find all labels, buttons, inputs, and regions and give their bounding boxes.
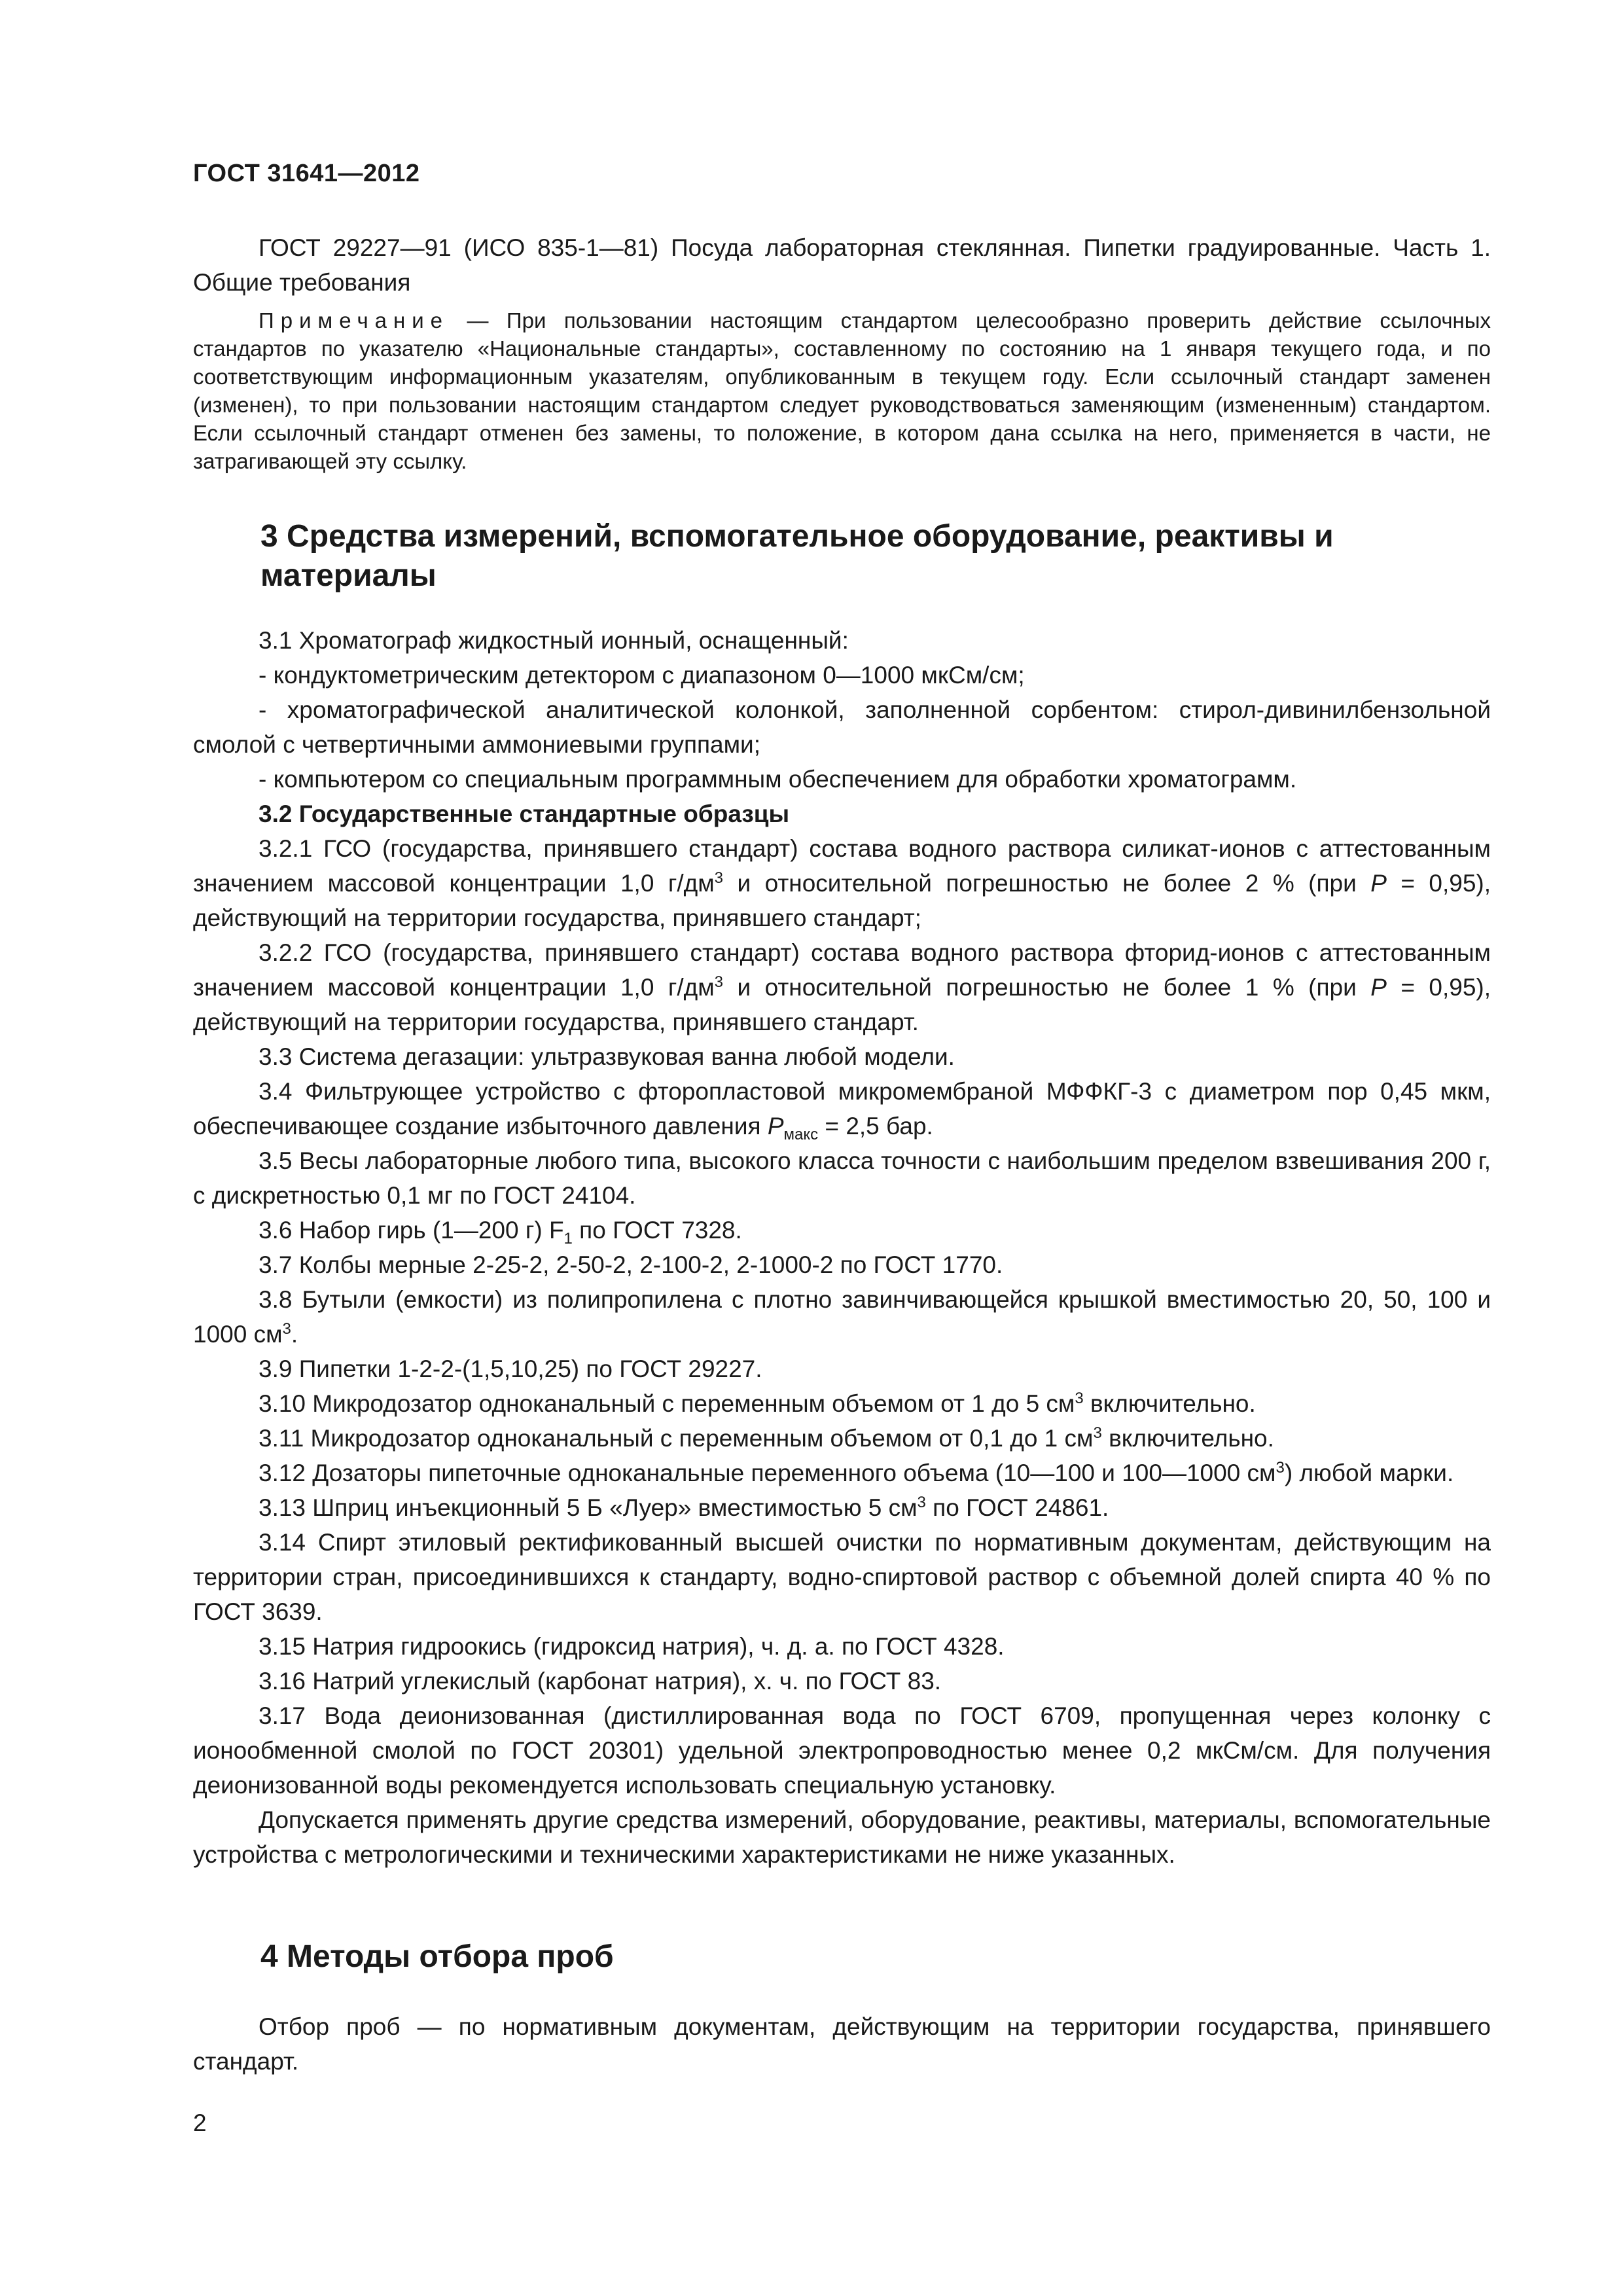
para-3-13: 3.13 Шприц инъекционный 5 Б «Луер» вместимостью 5 $см^3$ по ГОСТ 24861. — [259, 1494, 1109, 1521]
para-3-1-c: - компьютером со специальным программным обеспечением для обработки хроматограмм. — [259, 766, 1297, 793]
para-3-2-2: 3.2.2 ГСО (государства, принявшего стандарт) состава водного раствора фторид-ионов с аттестованным значением массовой концентрации 1,0 $г/дм^3$ и относительной погрешностью не более 1 % (при P = 0,95), действующий на территории государства, принявшего стандарт. — [193, 939, 1491, 1035]
para-3-10: 3.10 Микродозатор одноканальный с переменным объемом от 1 до 5 $см^3$ включительно. — [259, 1390, 1256, 1417]
page-number: 2 — [193, 2109, 207, 2136]
para-3-1: 3.1 Хроматограф жидкостный ионный, оснащенный: — [259, 627, 849, 654]
para-3-9: 3.9 Пипетки 1-2-2-(1,5,10,25) по ГОСТ 29227. — [259, 1355, 762, 1382]
para-allowed: Допускается применять другие средства измерений, оборудование, реактивы, материалы, вспомогательные устройства с метрологическими и техническими характеристиками не ниже указанных. — [193, 1806, 1491, 1868]
para-3-1-b: - хроматографической аналитической колонкой, заполненной сорбентом: стирол-дивинилбензольной смолой с четвертичными аммониевыми группами; — [193, 696, 1491, 758]
reference-gost-29227: ГОСТ 29227—91 (ИСО 835-1—81) Посуда лабораторная стеклянная. Пипетки градуированные. Часть 1. Общие требования — [193, 234, 1491, 296]
section-3-title: 3 Средства измерений, вспомогательное оборудование, реактивы и материалы — [260, 519, 1334, 593]
para-3-11: 3.11 Микродозатор одноканальный с переменным объемом от 0,1 до 1 $см^3$ включительно. — [259, 1424, 1274, 1452]
note-text: — При пользовании настоящим стандартом целесообразно проверить действие ссылочных стандартов по указателю «Национальные стандарты», составленному по состоянию на 1 января текущего года, и по соответствующим информационным указателям, опубликованным в текущем году. Если ссылочный стандарт заменен (изменен), то при пользовании настоящим стандартом следует руководствоваться заменяющим (измененным) стандартом. Если ссылочный стандарт отменен без замены, то положение, в котором дана ссылка на него, применяется в части, не затрагивающей эту ссылку. — [193, 308, 1491, 473]
para-3-7: 3.7 Колбы мерные 2-25-2, 2-50-2, 2-100-2, 2-1000-2 по ГОСТ 1770. — [259, 1251, 1003, 1278]
reference-entry — [193, 230, 1491, 300]
para-3-17: 3.17 Вода деионизованная (дистиллированная вода по ГОСТ 6709, пропущенная через колонку с ионообменной смолой по ГОСТ 20301) удельной электропроводностью менее 0,2 мкСм/см. Для получения деионизованной воды рекомендуется использовать специальную установку. — [193, 1702, 1491, 1799]
para-3-2-1: 3.2.1 ГСО (государства, принявшего стандарт) состава водного раствора силикат-ионов с аттестованным значением массовой концентрации 1,0 $г/дм^3$ и относительной погрешностью не более 2 % (при P = 0,95), действующий на территории государства, принявшего стандарт; — [193, 835, 1491, 931]
note-label: Примечание — [259, 308, 450, 332]
para-3-14: 3.14 Спирт этиловый ректификованный высшей очистки по нормативным документам, действующим на территории стран, присоединившихся к стандарту, водно-спиртовой раствор с объемной долей спирта 40 % по ГОСТ 3639. — [193, 1529, 1491, 1625]
para-3-5: 3.5 Весы лабораторные любого типа, высокого класса точности с наибольшим пределом взвешивания 200 г, с дискретностью 0,1 мг по ГОСТ 24104. — [193, 1147, 1491, 1209]
para-3-4: 3.4 Фильтрующее устройство с фторопластовой микромембраной МФФКГ-3 с диаметром пор 0,45 мкм, обеспечивающее создание избыточного давления $P_{макс} = 2,5$ бар. — [193, 1078, 1491, 1143]
para-3-6: 3.6 Набор гирь (1—200 г) $F_1$ по ГОСТ 7328. — [259, 1217, 742, 1247]
para-3-1-a: - кондуктометрическим детектором с диапазоном 0—1000 мкСм/см; — [259, 662, 1025, 689]
para-3-12: 3.12 Дозаторы пипеточные одноканальные переменного объема (10—100 и 100—1000 $см^3$) любой марки. — [259, 1459, 1454, 1486]
para-4: Отбор проб — по нормативным документам, действующим на территории государства, принявшего стандарт. — [193, 2013, 1491, 2075]
document-header: ГОСТ 31641—2012 — [193, 160, 420, 187]
note-block — [193, 306, 1491, 475]
section-3-body — [193, 623, 1491, 1872]
para-3-8: 3.8 Бутыли (емкости) из полипропилена с плотно завинчивающейся крышкой вместимостью 20, 50, 100 и 1000 $см^3$. — [193, 1286, 1491, 1348]
para-3-3: 3.3 Система дегазации: ультразвуковая ванна любой модели. — [259, 1043, 955, 1070]
para-3-15: 3.15 Натрия гидроокись (гидроксид натрия), ч. д. а. по ГОСТ 4328. — [259, 1633, 1005, 1660]
para-3-2: 3.2 Государственные стандартные образцы — [259, 800, 790, 827]
para-3-16: 3.16 Натрий углекислый (карбонат натрия), х. ч. по ГОСТ 83. — [259, 1668, 942, 1695]
section-4-title: 4 Методы отбора проб — [260, 1939, 614, 1974]
section-4-body — [193, 2009, 1491, 2079]
